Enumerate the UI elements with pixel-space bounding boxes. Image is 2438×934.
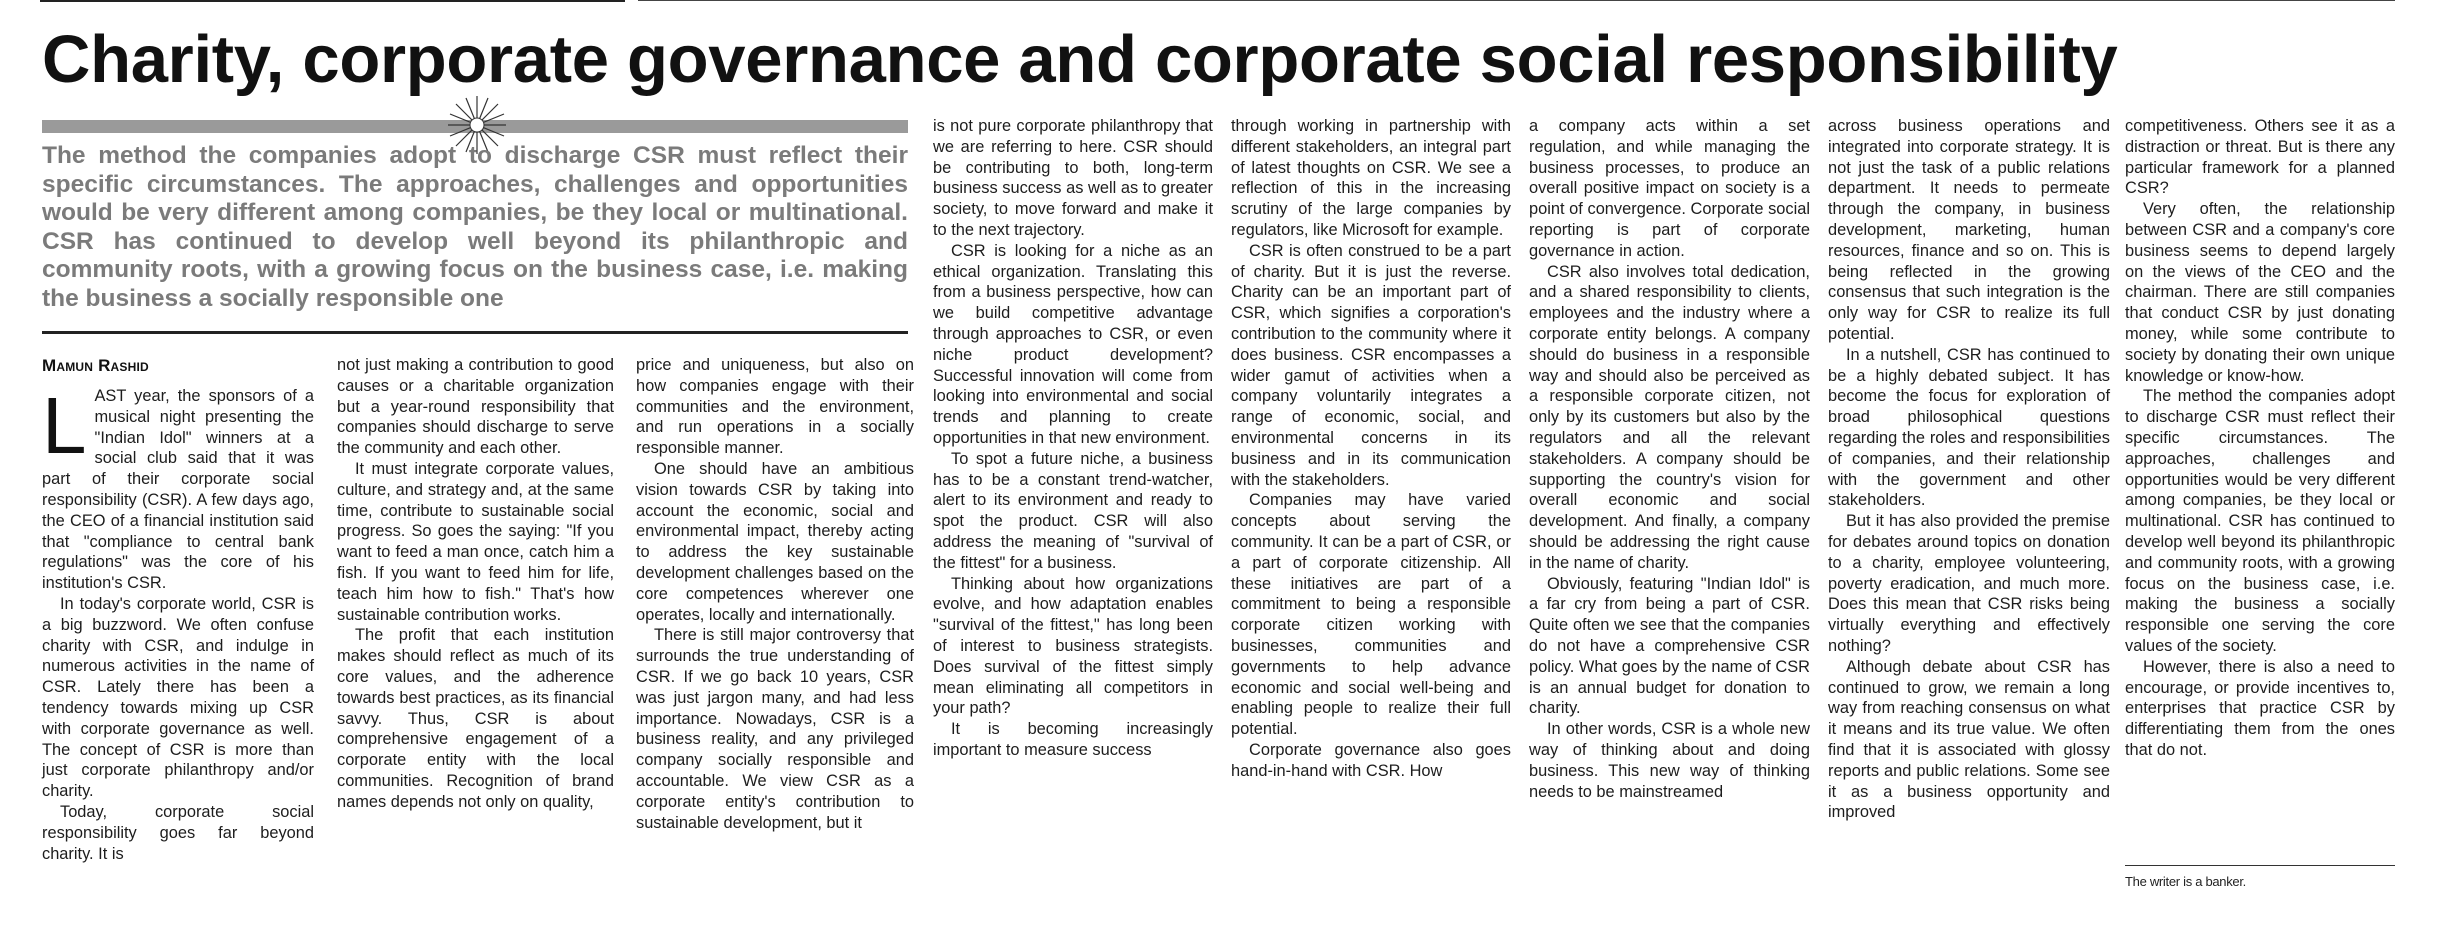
paragraph: CSR is often construed to be a part of charity. But it is just the reverse. Charity can be an important part of CSR, which signifies a corporation's contribution to the community where it does business. CSR encompasses a wider gamut of activities when a company voluntarily integrates a range of economic, social, and environmental concerns in its business and in its communication with the stakeholders. <box>1231 241 1511 489</box>
paragraph: In other words, CSR is a whole new way of thinking about and doing business. This new way of thinking needs to be mainstreamed <box>1529 720 1810 801</box>
top-rule-left <box>40 0 625 2</box>
paragraph: The profit that each institution makes should reflect as much of its core values, and the adherence towards best practices, as its financial savvy. Thus, CSR is about comprehensive engagement of a corporate entity with the local communities. Recognition of brand names depends not only on quality, <box>337 626 614 811</box>
paragraph: However, there is also a need to encourage, or provide incentives to, enterprises that practice CSR by differentiating them from the ones that do not. <box>2125 657 2395 759</box>
paragraph: The method the companies adopt to discharge CSR must reflect their specific circumstances. The approaches, challenges and opportunities would be very different among companies, be they local or multinational. CSR has continued to develop well beyond its philanthropic and community roots, with a growing focus on the business case, i.e. making the business a socially responsible one serving the core values of the society. <box>2125 387 2395 655</box>
column-8 <box>2125 116 2395 761</box>
paragraph: One should have an ambitious vision towards CSR by taking into account the economic, social and environmental impact, thereby acting to address the key sustainable development challenges based on the core competences wherever one operates, locally and internationally. <box>636 459 914 624</box>
headline: Charity, corporate governance and corporate social responsibility <box>42 22 2118 97</box>
column-1 <box>42 381 314 864</box>
byline: Mamun Rashid <box>42 356 149 375</box>
paragraph: competitiveness. Others see it as a distraction or threat. But is there any particular framework for a planned CSR? <box>2125 117 2395 198</box>
paragraph: There is still major controversy that surrounds the true understanding of CSR. If we go back 10 years, CSR was just jargon many, and had less importance. Nowadays, CSR is a business reality, and any privileged company socially responsible and accountable. We view CSR as a corporate entity's contribution to sustainable development, but it <box>636 626 914 832</box>
end-rule <box>2125 865 2395 866</box>
column-4 <box>933 116 1213 761</box>
paragraph: CSR also involves total dedication, and a shared responsibility to clients, employees and the industry where a corporate entity belongs. A company should do business in a responsible way and should also be perceived as a responsible corporate citizen, not only by its customers but also by the regulators and all the relevant stakeholders. A company should be supporting the country's vision for overall economic and social development. And finally, a company should be addressing the right cause in the name of charity. <box>1529 262 1810 572</box>
paragraph: Obviously, featuring "Indian Idol" is a far cry from being a part of CSR. Quite often we see that the companies do not have a comprehensive CSR policy. What goes by the name of CSR is an annual budget for donation to charity. <box>1529 574 1810 718</box>
paragraph: price and uniqueness, but also on how companies engage with their communities and the environment, and run operations in a socially responsible manner. <box>636 356 914 458</box>
dropcap: L <box>42 381 87 470</box>
column-7 <box>1828 116 2110 823</box>
paragraph: It is becoming increasingly important to measure success <box>933 720 1213 759</box>
column-6 <box>1529 116 1810 802</box>
paragraph: In a nutshell, CSR has continued to be a highly debated subject. It has become the focus for exploration of broad philosophical questions regarding the roles and responsibilities of companies, and their relationship with the government and other stakeholders. <box>1828 345 2110 510</box>
paragraph: Corporate governance also goes hand-in-hand with CSR. How <box>1231 740 1511 780</box>
paragraph: is not pure corporate philanthropy that we are referring to here. CSR should be contributing to both, long-term business success as well as to greater society, to move forward and make it to the next trajectory. <box>933 117 1213 239</box>
top-rule-right <box>638 0 2395 1</box>
paragraph: across business operations and integrated into corporate strategy. It is not just the task of a public relations department. It needs to permeate through the company, in business development, marketing, human resources, finance and so on. This is being reflected in the growing consensus that such integration is the only way for CSR to realize its full potential. <box>1828 117 2110 343</box>
deck-summary: The method the companies adopt to discharge CSR must reflect their specific circumstances. The approaches, challenges and opportunities would be very different among companies, be they local or multinational. CSR has continued to develop well beyond its philanthropic and community roots, with a growing focus on the business case, i.e. making the business a socially responsible one <box>42 142 908 312</box>
author-note: The writer is a banker. <box>2125 874 2246 889</box>
paragraph: But it has also provided the premise for debates around topics on donation to a charity, employee volunteering, poverty eradication, and much more. Does this mean that CSR risks being virtually everything and effectively nothing? <box>1828 512 2110 655</box>
paragraph: It must integrate corporate values, culture, and strategy and, at the same time, contribute to sustainable social progress. So goes the saying: "If you want to feed a man once, catch him a fish. If you want to feed him for life, teach him how to fish." That's how sustainable contribution works. <box>337 459 614 624</box>
paragraph: Companies may have varied concepts about serving the community. It can be a part of CSR, or a part of corporate citizenship. All these initiatives are part of a commitment to being a responsible corporate citizen working with businesses, communities and governments to help advance economic and social well-being and enabling people to realize their full potential. <box>1231 491 1511 739</box>
paragraph: Although debate about CSR has continued to grow, we remain a long way from reaching consensus on what it means and its true value. We often find that it is associated with glossy reports and public relations. Some see it as a business opportunity and improved <box>1828 657 2110 822</box>
paragraph: AST year, the sponsors of a musical night presenting the "Indian Idol" winners at a social club said that it was part of their corporate social responsibility (CSR). A few days ago, the CEO of a financial institution said that "compliance to central bank regulations" was the core of his institution's CSR. <box>42 387 314 593</box>
paragraph: In today's corporate world, CSR is a big buzzword. We often confuse charity with CSR, and indulge in numerous activities in the name of CSR. Lately there has been a tendency towards mixing up CSR with corporate governance as well. The concept of CSR is more than just corporate philanthropy and/or charity. <box>42 594 314 801</box>
paragraph: To spot a future niche, a business has to be a constant trend-watcher, alert to its environment and ready to spot the product. CSR will also address the meaning of "survival of the fittest" for a business. <box>933 449 1213 572</box>
paragraph: Thinking about how organizations evolve, and how adaptation enables "survival of the fittest," has long been of interest to business strategists. Does survival of the fittest simply mean eliminating all competitors in your path? <box>933 574 1213 718</box>
deck-rule <box>42 331 908 334</box>
paragraph: Today, corporate social responsibility goes far beyond charity. It is <box>42 802 314 863</box>
paragraph: a company acts within a set regulation, and while managing the business processes, to produce an overall positive impact on society is a point of convergence. Corporate social reporting is part of corporate governance in action. <box>1529 117 1810 260</box>
paragraph: CSR is looking for a niche as an ethical organization. Translating this from a business perspective, how can we build competitive advantage through approaches to CSR, or even niche product development? Successful innovation will come from looking into environmental and social trends and planning to create opportunities in that new environment. <box>933 241 1213 447</box>
column-2 <box>337 355 614 813</box>
paragraph: not just making a contribution to good causes or a charitable organization but a year-round responsibility that companies should discharge to serve the community and each other. <box>337 356 614 458</box>
column-5 <box>1231 116 1511 782</box>
paragraph: Very often, the relationship between CSR and a company's core business seems to depend largely on the views of the CEO and the chairman. There are still companies that conduct CSR by just donating money, while some contribute to society by donating their own unique knowledge or know-how. <box>2125 200 2395 385</box>
column-3 <box>636 355 914 833</box>
paragraph: through working in partnership with different stakeholders, an integral part of latest thoughts on CSR. We see a reflection of this in the increasing scrutiny of the large companies by regulators, like Microsoft for example. <box>1231 117 1511 239</box>
